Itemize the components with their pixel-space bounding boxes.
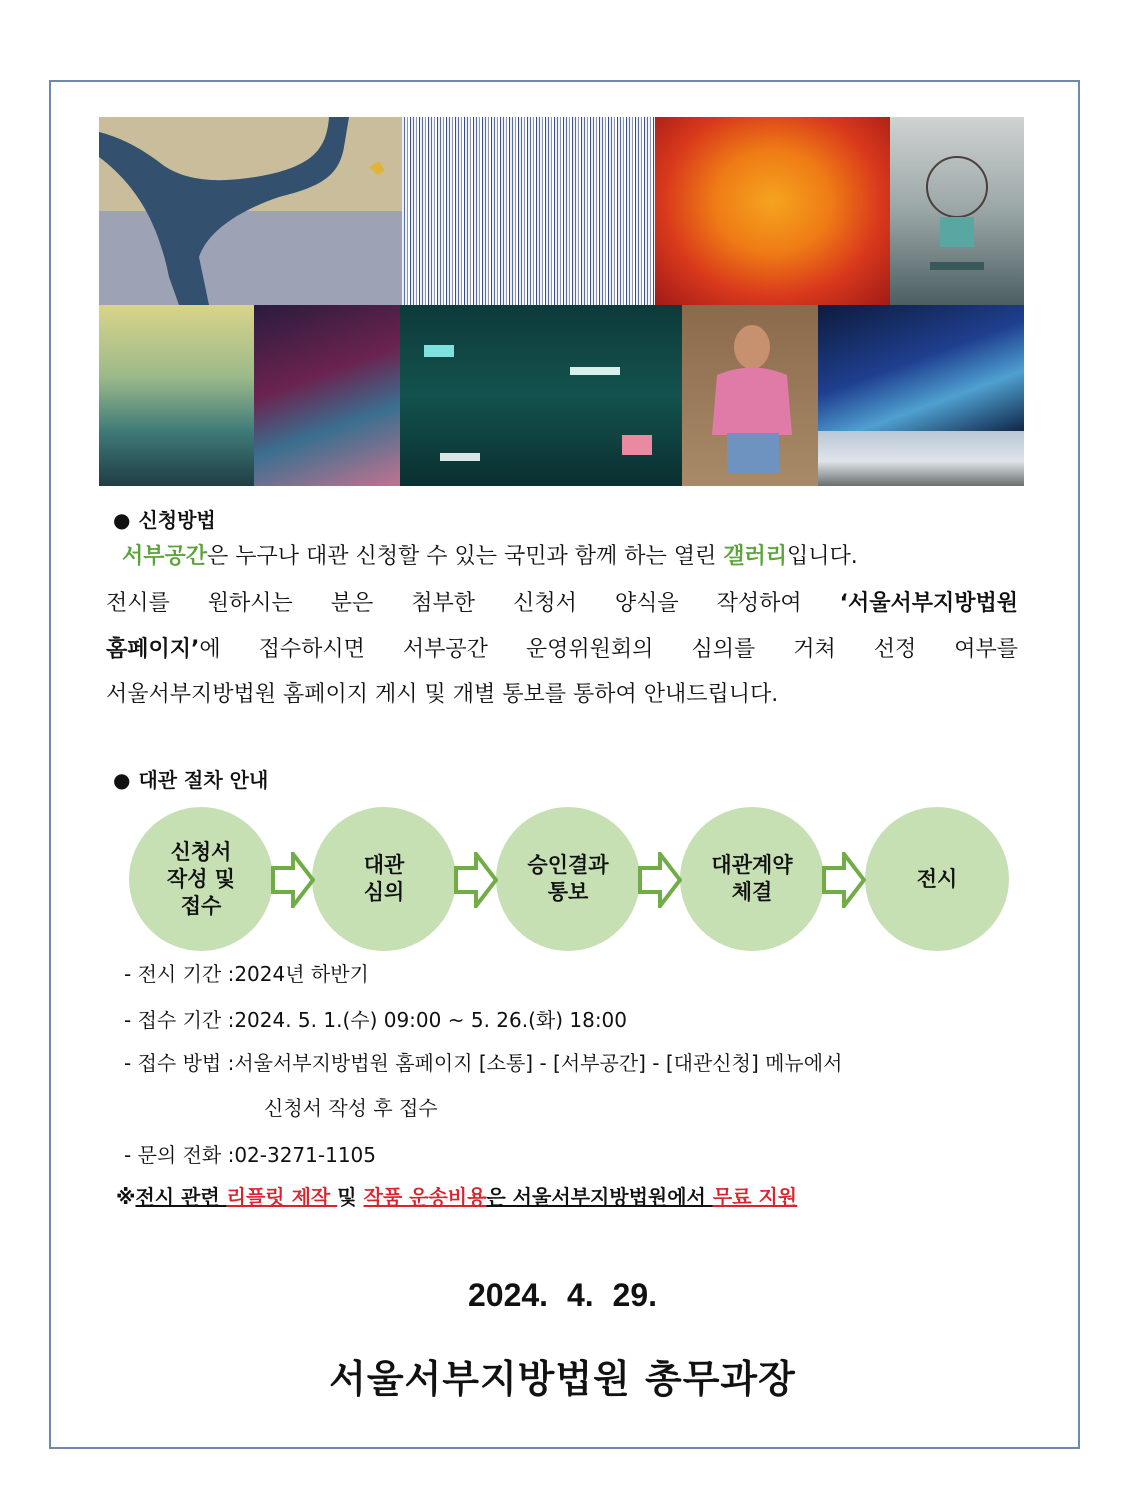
- info-label: - 접수 방법 :: [124, 1051, 235, 1075]
- artwork-vertical-lines: [402, 117, 655, 305]
- step-review: 대관 심의: [312, 807, 456, 951]
- application-paragraph-line2: [106, 580, 1018, 627]
- artwork-orange-tree: [655, 117, 890, 305]
- highlight-leaflet: 리플릿 제작: [226, 1185, 338, 1209]
- artwork-ocean-wave: [99, 305, 254, 486]
- artwork-sky-landscape: [818, 431, 1024, 486]
- artwork-tree-chair: [890, 117, 1024, 305]
- portrait-shape: [682, 305, 818, 486]
- application-paragraph-line1: [106, 533, 1018, 580]
- text-span: 전시 관련: [135, 1185, 227, 1209]
- info-application-period: [124, 1004, 627, 1033]
- gallery-name: 서부공간: [122, 544, 208, 569]
- text-span: 입니다.: [787, 544, 858, 569]
- info-value: 서울서부지방법원 홈페이지 [소통] - [서부공간] - [대관신청] 메뉴에서: [234, 1051, 843, 1075]
- artwork-blue-blocks: [818, 305, 1024, 431]
- homepage-name: ‘서울서부지방법원: [839, 591, 1018, 616]
- info-label: - 문의 전화 :: [124, 1143, 235, 1167]
- info-application-method-cont: 신청서 작성 후 접수: [264, 1096, 438, 1120]
- step-notification: 승인결과 통보: [496, 807, 640, 951]
- artwork-abstract-branch: [99, 117, 402, 305]
- signature-title: 서울서부지방법원 총무과장: [329, 1357, 796, 1401]
- info-value: 2024년 하반기: [234, 962, 369, 986]
- arrow-right-icon: [638, 852, 682, 908]
- step-application: 신청서 작성 및 접수: [129, 807, 273, 951]
- text-span: 은 누구나 대관 신청할 수 있는 국민과 함께 하는 열린: [207, 544, 724, 569]
- document-date: 2024. 4. 29.: [467, 1277, 658, 1313]
- support-notice: [116, 1181, 797, 1210]
- section-application-heading: [113, 504, 216, 533]
- application-paragraph-line4: 서울서부지방법원 홈페이지 게시 및 개별 통보를 통하여 안내드립니다.: [106, 682, 779, 707]
- info-application-method: [124, 1047, 842, 1076]
- text-span: 전시를 원하시는 분은 첨부한 신청서 양식을 작성하여: [106, 591, 840, 616]
- artwork-collage: [99, 117, 1024, 486]
- bullet-icon: ●: [113, 768, 131, 792]
- text-span: 은 서울서부지방법원에서: [486, 1185, 713, 1209]
- step-exhibition: 전시: [865, 807, 1009, 951]
- arrow-right-icon: [271, 852, 315, 908]
- arrow-right-icon: [454, 852, 498, 908]
- section-procedure-heading: [113, 764, 268, 793]
- boats-shape: [400, 305, 682, 486]
- artwork-teal-boats: [400, 305, 682, 486]
- application-paragraph-line3: [106, 626, 1018, 673]
- homepage-name: 홈페이지’: [106, 637, 200, 662]
- section-title: 신청방법: [138, 508, 216, 532]
- info-contact-phone: [124, 1139, 376, 1168]
- branch-shape: [99, 117, 402, 305]
- artwork-purple-swirl: [254, 305, 400, 486]
- gallery-word: 갤러리: [723, 544, 788, 569]
- text-span: 에 접수하시면 서부공간 운영위원회의 심의를 거쳐 선정 여부를: [199, 637, 1018, 662]
- section-title: 대관 절차 안내: [138, 768, 269, 792]
- info-label: - 전시 기간 :: [124, 962, 235, 986]
- text-span: 및: [337, 1185, 364, 1209]
- reference-mark: ※: [116, 1185, 136, 1209]
- step-contract: 대관계약 체결: [680, 807, 824, 951]
- info-value: 2024. 5. 1.(수) 09:00 ~ 5. 26.(화) 18:00: [234, 1008, 628, 1032]
- info-exhibition-period: [124, 958, 369, 987]
- tree-chair-shape: [890, 117, 1024, 305]
- artwork-portrait: [682, 305, 818, 486]
- info-label: - 접수 기간 :: [124, 1008, 235, 1032]
- bullet-icon: ●: [113, 508, 131, 532]
- highlight-free: 무료 지원: [712, 1185, 798, 1209]
- info-value: 02-3271-1105: [234, 1143, 376, 1167]
- highlight-shipping: 작품 운송비용: [363, 1185, 487, 1209]
- arrow-right-icon: [822, 852, 866, 908]
